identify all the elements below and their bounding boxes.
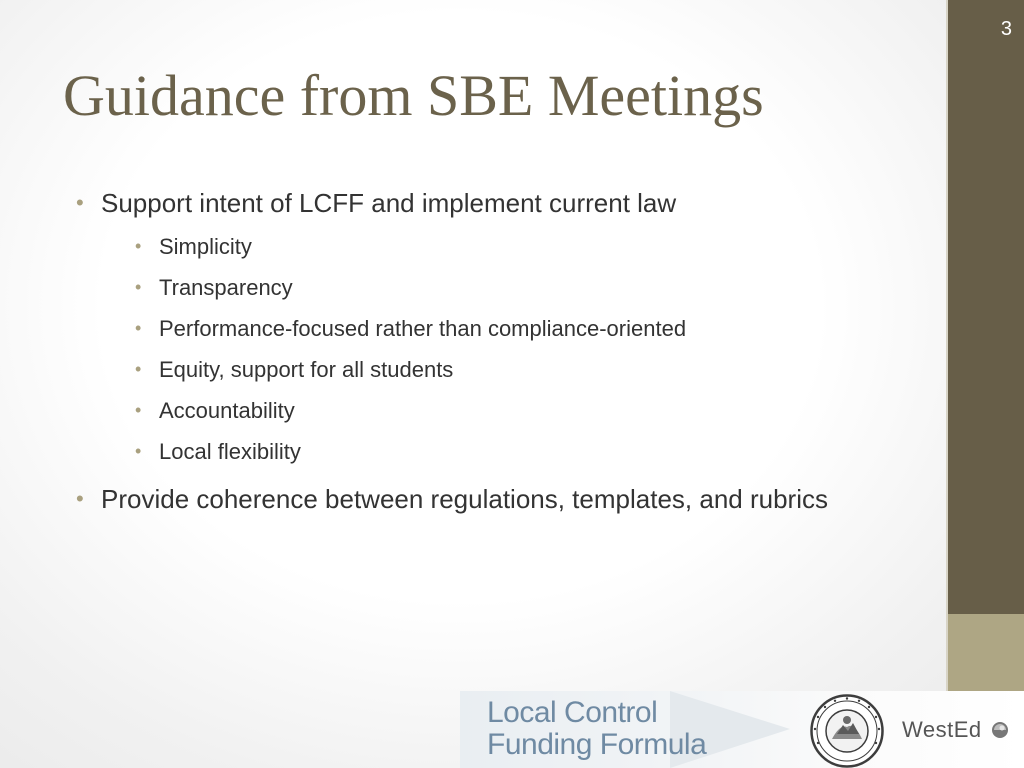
bullet-dot-icon: • xyxy=(76,486,84,511)
bullet-dot-icon: • xyxy=(135,359,142,379)
sub-bullet-item xyxy=(101,349,836,390)
bullet-item xyxy=(76,184,836,472)
wested-logo: WestEd xyxy=(902,717,982,742)
bullet-dot-icon: • xyxy=(76,190,84,215)
sub-bullet-item xyxy=(101,267,836,308)
sub-bullet-list xyxy=(101,226,836,472)
sub-bullet-text: Local flexibility xyxy=(159,439,301,464)
slide-number: 3 xyxy=(1000,18,1012,40)
bullet-dot-icon: • xyxy=(135,277,142,297)
sidebar-accent-dark xyxy=(948,0,1024,614)
sub-bullet-text: Simplicity xyxy=(159,234,252,259)
lcff-logo-line2: Funding Formula xyxy=(487,728,707,761)
bullet-dot-icon: • xyxy=(135,318,142,338)
sub-bullet-item xyxy=(101,308,836,349)
sub-bullet-text: Equity, support for all students xyxy=(159,357,454,382)
bullet-list xyxy=(76,184,836,518)
lcff-logo-line1: Local Control xyxy=(487,696,658,729)
sub-bullet-item xyxy=(101,431,836,472)
bullet-text: Provide coherence between regulations, templates, and rubrics xyxy=(101,484,828,514)
lcff-logo-text xyxy=(487,697,706,761)
bullet-item xyxy=(76,480,836,518)
state-board-seal-icon xyxy=(810,694,884,768)
bullet-text: Support intent of LCFF and implement current law xyxy=(101,188,677,218)
bullet-dot-icon: • xyxy=(135,236,142,256)
bullet-dot-icon: • xyxy=(135,400,142,420)
sub-bullet-item xyxy=(101,390,836,431)
bullet-dot-icon: • xyxy=(135,441,142,461)
footer-logo-band xyxy=(460,691,1024,768)
slide-content xyxy=(76,184,836,520)
sub-bullet-text: Accountability xyxy=(159,398,295,423)
sub-bullet-item xyxy=(101,226,836,267)
sub-bullet-text: Performance-focused rather than compliance-oriented xyxy=(159,316,687,341)
globe-icon xyxy=(991,721,1009,739)
slide-title: Guidance from SBE Meetings xyxy=(63,63,764,128)
sub-bullet-text: Transparency xyxy=(159,275,293,300)
sidebar-accent-light xyxy=(948,614,1024,691)
